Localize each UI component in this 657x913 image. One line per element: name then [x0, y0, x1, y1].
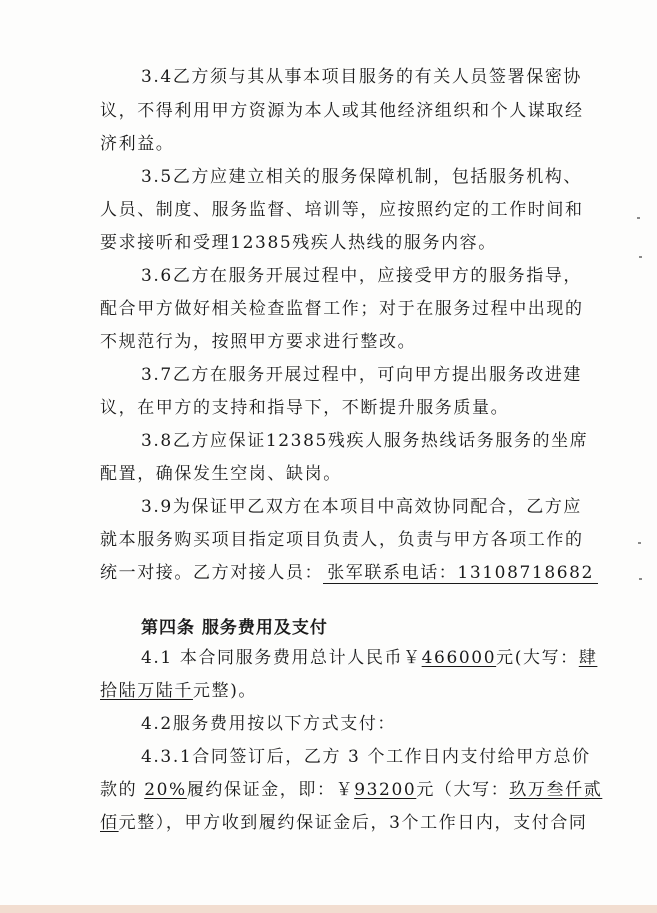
deposit-capital-1: 玖万叁仟贰 — [509, 780, 603, 800]
clause-4-1-line-2 — [100, 680, 570, 702]
scan-edge-strip — [0, 905, 657, 913]
clause-4-2: 4.2服务费用按以下方式支付： — [141, 714, 397, 734]
clause-3-5-line-3: 要求接听和受理12385残疾人热线的服务内容。 — [100, 233, 497, 253]
clause-4-3-1-line-2 — [100, 779, 603, 801]
clause-3-4-line-2: 议，不得利用甲方资源为本人或其他经济组织和个人谋取经 — [100, 101, 584, 121]
scan-speck — [639, 578, 642, 580]
clause-3-5-line-2: 人员、制度、服务监督、培训等，应按照约定的工作时间和 — [100, 200, 584, 220]
contact-fill-blank — [323, 563, 598, 584]
contact-name: 张军 — [327, 563, 365, 583]
contact-phone-label: 联系电话： — [364, 563, 458, 583]
clause-3-9-line-3 — [100, 562, 594, 584]
clause-3-6-line-3: 不规范行为，按照甲方要求进行整改。 — [100, 332, 417, 352]
clause-3-9-line-2: 就本服务购买项目指定项目负责人，负责与甲方各项工作的 — [100, 530, 584, 550]
scan-speck — [639, 256, 642, 258]
clause-4-3-1-text: 款的 — [100, 780, 145, 800]
scan-speck — [637, 217, 640, 219]
clause-4-1-text-c: 元整)。 — [193, 681, 258, 701]
clause-3-9-line-1: 3.9为保证甲乙双方在本项目中高效协同配合，乙方应 — [141, 497, 583, 517]
clause-3-6-line-2: 配合甲方做好相关检查监督工作；对于在服务过程中出现的 — [100, 299, 584, 319]
total-amount: 466000 — [421, 648, 497, 668]
clause-4-3-1-text-d: 元整），甲方收到履约保证金后，3个工作日内，支付合同 — [118, 813, 588, 833]
clause-3-8-line-1: 3.8乙方应保证12385残疾人服务热线话务服务的坐席 — [141, 431, 589, 451]
clause-4-3-1-text-c: 元（大写： — [416, 780, 510, 800]
clause-4-3-1-line-1: 4.3.1合同签订后，乙方 3 个工作日内支付给甲方总价 — [141, 747, 591, 767]
clause-3-7-line-2: 议，在甲方的支持和指导下，不断提升服务质量。 — [100, 398, 510, 418]
clause-3-4-line-3: 济利益。 — [100, 134, 175, 154]
clause-4-3-1-line-3 — [100, 812, 588, 834]
contact-prefix: 统一对接。乙方对接人员： — [100, 563, 324, 583]
total-amount-capital-1: 肆 — [578, 648, 598, 668]
clause-4-1-line-1 — [141, 647, 598, 669]
clause-3-7-line-1: 3.7乙方在服务开展过程中，可向甲方提出服务改进建 — [141, 365, 583, 385]
scan-speck — [638, 542, 641, 544]
clause-4-3-1-text-b: 履约保证金，即：￥ — [186, 780, 355, 800]
deposit-capital-2: 佰 — [100, 813, 119, 833]
clause-3-5-line-1: 3.5乙方应建立相关的服务保障机制，包括服务机构、 — [141, 167, 583, 187]
clause-3-4-line-1: 3.4乙方须与其从事本项目服务的有关人员签署保密协 — [141, 67, 583, 87]
contact-phone: 13108718682 — [457, 563, 594, 583]
total-amount-capital-2: 拾陆万陆千 — [100, 681, 193, 701]
clause-3-8-line-2: 配置，确保发生空岗、缺岗。 — [100, 464, 342, 484]
clause-3-6-line-1: 3.6乙方在服务开展过程中，应接受甲方的服务指导， — [141, 266, 583, 286]
deposit-percent: 20% — [144, 780, 187, 800]
clause-4-1-text-b: 元(大写： — [496, 648, 579, 668]
clause-4-1-text: 4.1 本合同服务费用总计人民币￥ — [141, 648, 422, 668]
deposit-amount: 93200 — [354, 780, 417, 800]
article-4-heading: 第四条 服务费用及支付 — [141, 618, 328, 638]
